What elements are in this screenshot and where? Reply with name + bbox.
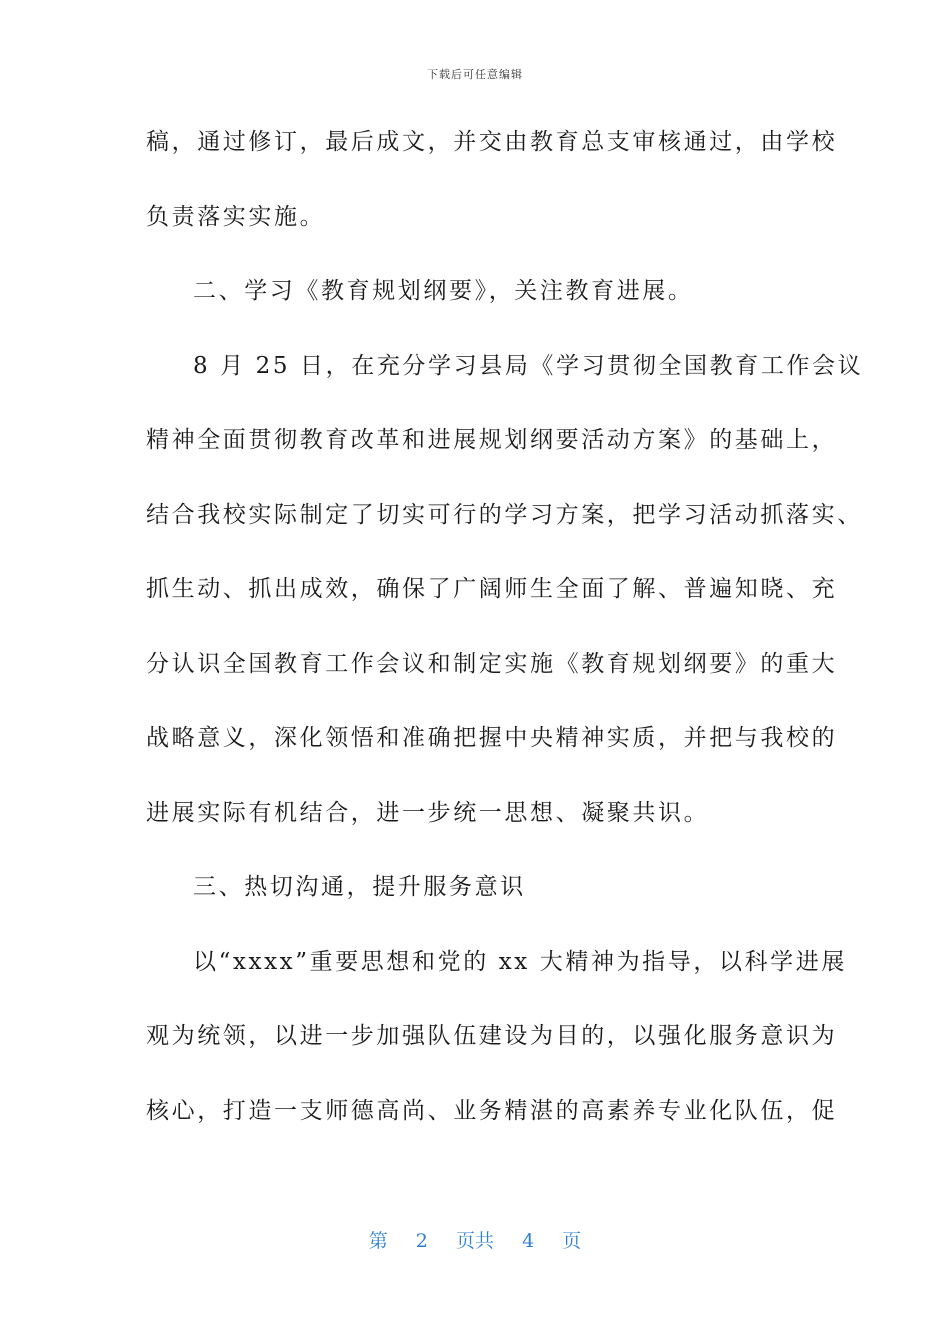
text-line: 8 月 25 日，在充分学习县局《学习贯彻全国教育工作会议	[193, 352, 864, 379]
text-line: 负责落实实施。	[146, 203, 326, 230]
text-line: 抓生动、抓出成效，确保了广阔师生全面了解、普遍知晓、充	[146, 576, 838, 602]
text-line: 观为统领，以进一步加强队伍建设为目的，以强化服务意识为	[146, 1023, 838, 1049]
footer-total-pages: 4	[522, 1230, 535, 1252]
text-line: 战略意义，深化领悟和准确把握中央精神实质，并把与我校的	[146, 725, 838, 751]
footer-suffix: 页	[562, 1230, 582, 1252]
footer-middle: 页共	[455, 1230, 494, 1252]
document-body	[146, 124, 864, 1167]
page-footer	[0, 1226, 950, 1253]
text-line: 结合我校实际制定了切实可行的学习方案，把学习活动抓落实、	[146, 501, 863, 528]
footer-prefix: 第	[368, 1230, 388, 1252]
text-line: 核心，打造一支师德高尚、业务精湛的高素养专业化队伍，促	[146, 1097, 838, 1124]
section-heading: 二、学习《教育规划纲要》，关注教育进展。	[193, 278, 694, 304]
text-line: 稿，通过修订，最后成文，并交由教育总支审核通过，由学校	[146, 129, 838, 155]
text-line: 以“xxxx”重要思想和党的 xx 大精神为指导，以科学进展	[193, 948, 847, 975]
text-line: 分认识全国教育工作会议和制定实施《教育规划纲要》的重大	[146, 650, 838, 677]
footer-page-number: 2	[415, 1230, 428, 1252]
text-line: 进展实际有机结合，进一步统一思想、凝聚共识。	[146, 799, 710, 826]
text-line: 精神全面贯彻教育改革和进展规划纲要活动方案》的基础上，	[146, 427, 838, 453]
section-heading: 三、热切沟通，提升服务意识	[193, 874, 526, 900]
header-note: 下载后可任意编辑	[427, 68, 523, 81]
